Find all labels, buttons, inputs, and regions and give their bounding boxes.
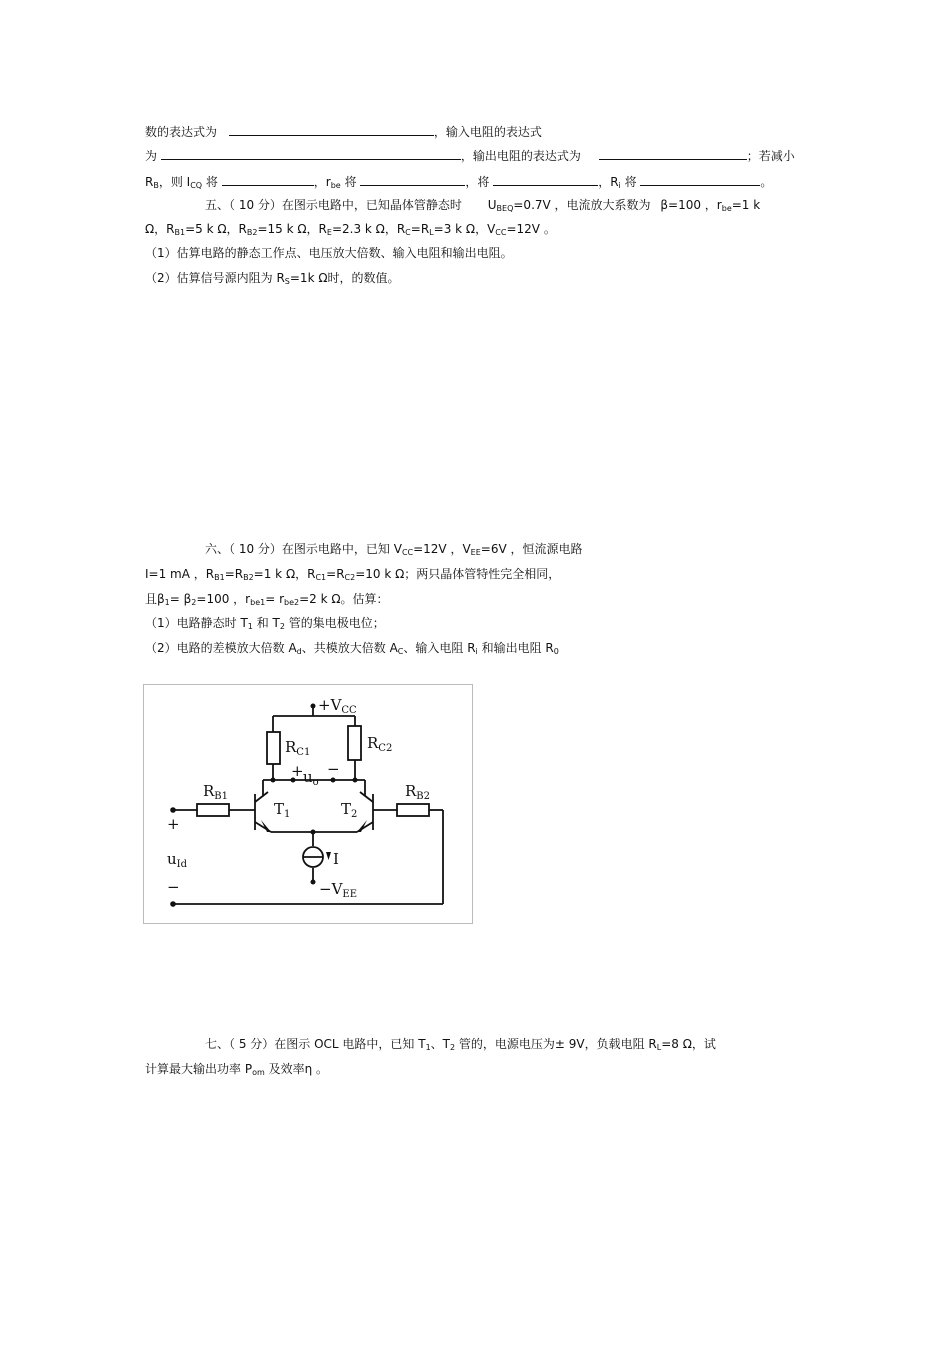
- text: =6V ，恒流源电路: [480, 542, 583, 556]
- rb1-label: $R_{B1}$: [203, 782, 229, 802]
- answer-blank: [599, 146, 747, 160]
- text: ，R: [598, 175, 619, 189]
- t2-label: $T_2$: [341, 800, 358, 820]
- subscript: C2: [344, 573, 356, 582]
- q7-line-1: [205, 1036, 716, 1056]
- text: =1k Ω时，的数值。: [289, 271, 400, 285]
- text: 和 T: [252, 616, 280, 630]
- text: （1）估算电路的静态工作点、电压放大倍数、输入电阻和输出电阻。: [145, 246, 513, 260]
- answer-blank: [360, 172, 465, 186]
- text: = β: [169, 592, 192, 606]
- rc2-label: $R_{C2}$: [367, 734, 393, 754]
- subscript: 2: [279, 622, 285, 631]
- text: =R: [326, 567, 345, 581]
- q6-line-2: [145, 566, 560, 586]
- text: =1 k Ω，R: [253, 567, 316, 581]
- rc1-label: $R_{C1}$: [285, 738, 311, 758]
- text: 为: [145, 149, 158, 163]
- subscript: 2: [450, 1043, 456, 1052]
- q6-part-2: [145, 640, 559, 660]
- text: =2.3 k Ω，R: [331, 222, 406, 236]
- q6-line-1: [205, 541, 583, 561]
- text: 管的集电极电位；: [284, 616, 385, 630]
- resistor-rb1: [197, 804, 229, 816]
- text: 计算最大输出功率 P: [145, 1062, 253, 1076]
- text: 和输出电阻 R: [477, 641, 554, 655]
- top-line-1: [145, 122, 542, 140]
- text: =8 Ω，试: [661, 1037, 716, 1051]
- text: 六、（ 10 分）在图示电路中，已知 V: [205, 542, 402, 556]
- subscript: i: [618, 181, 621, 190]
- subscript: B2: [246, 228, 258, 237]
- text: 、输入电阻 R: [403, 641, 476, 655]
- answer-blank: [493, 172, 598, 186]
- text: I=1 mA ，R: [145, 567, 215, 581]
- top-line-3: [145, 172, 772, 194]
- text: 将: [340, 175, 357, 189]
- subscript: 1: [247, 622, 253, 631]
- uo-plus-label: +: [291, 762, 304, 780]
- text: U: [487, 198, 497, 212]
- subscript: S: [284, 277, 290, 286]
- text: 。: [760, 175, 773, 189]
- text: 、T: [430, 1037, 450, 1051]
- q5-line-1: [205, 197, 760, 217]
- answer-blank: [161, 146, 461, 160]
- text: 且β: [145, 592, 165, 606]
- subscript: B2: [243, 573, 254, 582]
- text: 、共模放大倍数 A: [301, 641, 398, 655]
- subscript: CC: [401, 548, 414, 557]
- text: =12V 。: [506, 222, 556, 236]
- subscript: L: [656, 1043, 662, 1052]
- answer-blank: [222, 172, 314, 186]
- text: ，将: [465, 175, 490, 189]
- resistor-rb2: [397, 804, 429, 816]
- text: ，输出电阻的表达式为: [460, 149, 581, 163]
- subscript: B1: [174, 228, 186, 237]
- subscript: be: [330, 181, 341, 190]
- subscript: be: [721, 204, 732, 213]
- text: =12V ，V: [413, 542, 471, 556]
- resistor-rc2: [348, 726, 361, 760]
- text: 五、（ 10 分）在图示电路中，已知晶体管静态时: [205, 198, 462, 212]
- text: =10 k Ω；两只晶体管特性完全相同，: [355, 567, 561, 581]
- subscript: 0: [553, 647, 559, 656]
- rb2-label: $R_{B2}$: [405, 782, 431, 802]
- subscript: B1: [214, 573, 225, 582]
- subscript: d: [296, 647, 302, 656]
- subscript: 1: [164, 598, 170, 607]
- text: （2）估算信号源内阻为 R: [145, 271, 285, 285]
- text: R: [145, 175, 154, 189]
- vee-label: $-V_{EE}$: [319, 880, 358, 900]
- subscript: om: [252, 1068, 265, 1077]
- answer-blank: [229, 122, 434, 136]
- subscript: CQ: [190, 181, 203, 190]
- input-plus-label: +: [167, 815, 180, 833]
- text: β=100 ，r: [660, 198, 722, 212]
- text: =5 k Ω，R: [185, 222, 247, 236]
- subscript: CC: [495, 228, 507, 237]
- uo-label: $u_o$: [303, 768, 319, 788]
- subscript: C: [397, 647, 404, 656]
- answer-blank: [640, 172, 760, 186]
- uid-label: $u_{Id}$: [167, 850, 188, 870]
- text: =1 k: [731, 198, 761, 212]
- text: = r: [265, 592, 285, 606]
- subscript: C: [405, 228, 411, 237]
- q5-line-2: [145, 221, 556, 241]
- q5-part-1: [145, 245, 513, 261]
- vcc-label: $+V_{CC}$: [318, 696, 357, 716]
- q6-part-1: [145, 615, 385, 635]
- text: =R: [224, 567, 244, 581]
- subscript: be1: [250, 598, 266, 607]
- q6-line-3: [145, 591, 389, 611]
- text: ；若减小: [746, 149, 795, 163]
- differential-amplifier-diagram: [143, 684, 473, 924]
- subscript: EE: [470, 548, 481, 557]
- text: 将: [620, 175, 637, 189]
- subscript: BEQ: [496, 204, 514, 213]
- text: ，输入电阻的表达式: [433, 125, 542, 139]
- text: 管的，电源电压为± 9V，负载电阻 R: [455, 1037, 657, 1051]
- text: 将: [202, 175, 218, 189]
- text: =3 k Ω，V: [433, 222, 496, 236]
- text: =15 k Ω，R: [257, 222, 327, 236]
- text: Ω，R: [145, 222, 175, 236]
- q5-part-2: [145, 270, 400, 290]
- text: =R: [410, 222, 430, 236]
- text: （2）电路的差模放大倍数 A: [145, 641, 297, 655]
- t1-label: $T_1$: [274, 800, 291, 820]
- text: 七、（ 5 分）在图示 OCL 电路中，已知 T: [205, 1037, 426, 1051]
- text: 及效率η 。: [264, 1062, 328, 1076]
- text: 数的表达式为: [145, 125, 218, 139]
- subscript: B: [153, 181, 159, 190]
- subscript: 1: [425, 1043, 431, 1052]
- input-minus-label: −: [167, 878, 180, 896]
- text: （1）电路静态时 T: [145, 616, 248, 630]
- text: ，则 I: [158, 175, 191, 189]
- text: =2 k Ω。估算：: [299, 592, 389, 606]
- q7-line-2: [145, 1061, 328, 1081]
- subscript: C1: [315, 573, 327, 582]
- subscript: be2: [284, 598, 300, 607]
- subscript: 2: [191, 598, 197, 607]
- subscript: L: [429, 228, 434, 237]
- subscript: i: [475, 647, 478, 656]
- text: =0.7V ，电流放大系数为: [513, 198, 651, 212]
- subscript: E: [326, 228, 332, 237]
- current-label: I: [333, 850, 339, 868]
- top-line-2: [145, 146, 795, 164]
- text: =100 ，r: [196, 592, 251, 606]
- resistor-rc1: [267, 732, 280, 764]
- uo-minus-label: −: [327, 760, 340, 778]
- text: ，r: [313, 175, 331, 189]
